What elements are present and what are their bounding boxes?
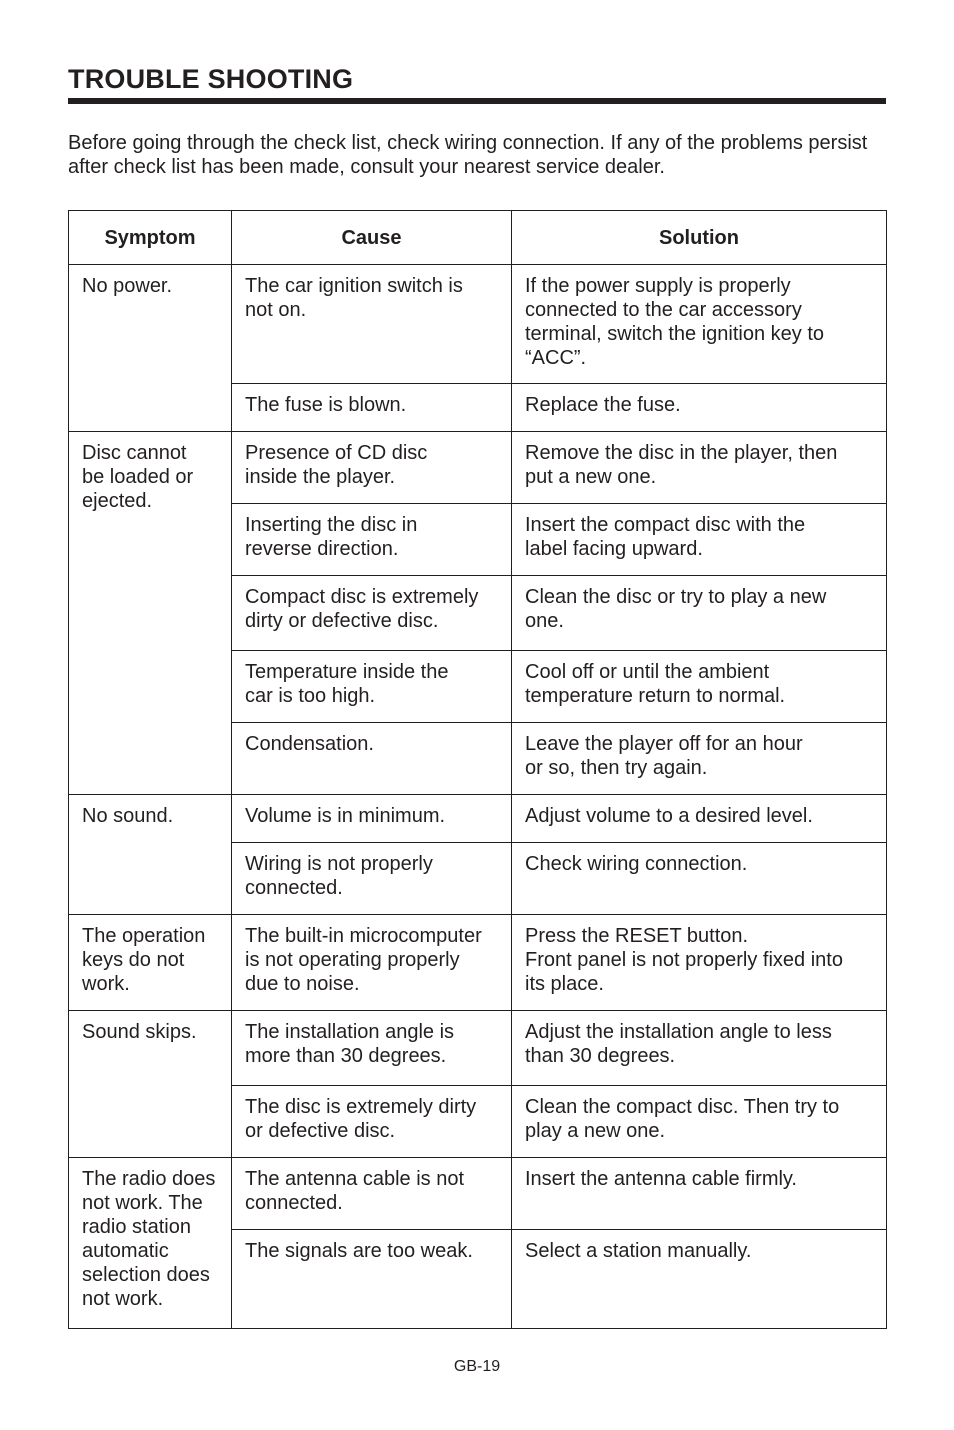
solution-cell: Remove the disc in the player, then put a new one. xyxy=(512,432,887,504)
header-cause: Cause xyxy=(232,211,512,265)
header-symptom: Symptom xyxy=(69,211,232,265)
table-row xyxy=(69,795,887,843)
solution-cell: If the power supply is properly connected to the car accessory terminal, switch the ignition key to “ACC”. xyxy=(512,265,887,384)
cause-cell: Presence of CD disc inside the player. xyxy=(232,432,512,504)
solution-cell: Cool off or until the ambient temperature return to normal. xyxy=(512,651,887,723)
table-row xyxy=(69,265,887,384)
symptom-cell: Disc cannot be loaded or ejected. xyxy=(69,432,232,795)
solution-cell: Replace the fuse. xyxy=(512,384,887,432)
solution-cell: Press the RESET button. Front panel is not properly fixed into its place. xyxy=(512,915,887,1011)
cause-cell: The built-in microcomputer is not operating properly due to noise. xyxy=(232,915,512,1011)
solution-cell: Clean the compact disc. Then try to play a new one. xyxy=(512,1086,887,1158)
cause-cell: Wiring is not properly connected. xyxy=(232,843,512,915)
table-row xyxy=(69,432,887,504)
troubleshooting-table xyxy=(68,210,887,1329)
table-row xyxy=(69,1011,887,1086)
solution-cell: Check wiring connection. xyxy=(512,843,887,915)
table-row xyxy=(69,915,887,1011)
symptom-cell: No power. xyxy=(69,265,232,432)
table-header-row xyxy=(69,211,887,265)
header-solution: Solution xyxy=(512,211,887,265)
table-row xyxy=(69,1158,887,1230)
cause-cell: The antenna cable is not connected. xyxy=(232,1158,512,1230)
cause-cell: The installation angle is more than 30 degrees. xyxy=(232,1011,512,1086)
cause-cell: Volume is in minimum. xyxy=(232,795,512,843)
solution-cell: Adjust the installation angle to less than 30 degrees. xyxy=(512,1011,887,1086)
symptom-cell: The radio does not work. The radio station automatic selection does not work. xyxy=(69,1158,232,1329)
solution-cell: Insert the antenna cable firmly. xyxy=(512,1158,887,1230)
intro-paragraph: Before going through the check list, check wiring connection. If any of the problems persist after check list has been made, consult your nearest service dealer. xyxy=(68,132,868,178)
solution-cell: Leave the player off for an hour or so, then try again. xyxy=(512,723,887,795)
cause-cell: Condensation. xyxy=(232,723,512,795)
cause-cell: The car ignition switch is not on. xyxy=(232,265,512,384)
cause-cell: Compact disc is extremely dirty or defective disc. xyxy=(232,576,512,651)
solution-cell: Insert the compact disc with the label facing upward. xyxy=(512,504,887,576)
symptom-cell: Sound skips. xyxy=(69,1011,232,1158)
page-title: TROUBLE SHOOTING xyxy=(68,64,354,94)
cause-cell: Temperature inside the car is too high. xyxy=(232,651,512,723)
solution-cell: Clean the disc or try to play a new one. xyxy=(512,576,887,651)
title-rule xyxy=(68,98,886,104)
solution-cell: Adjust volume to a desired level. xyxy=(512,795,887,843)
symptom-cell: The operation keys do not work. xyxy=(69,915,232,1011)
cause-cell: The signals are too weak. xyxy=(232,1230,512,1329)
cause-cell: The fuse is blown. xyxy=(232,384,512,432)
solution-cell: Select a station manually. xyxy=(512,1230,887,1329)
symptom-cell: No sound. xyxy=(69,795,232,915)
cause-cell: Inserting the disc in reverse direction. xyxy=(232,504,512,576)
page-number: GB-19 xyxy=(453,1358,501,1375)
cause-cell: The disc is extremely dirty or defective disc. xyxy=(232,1086,512,1158)
